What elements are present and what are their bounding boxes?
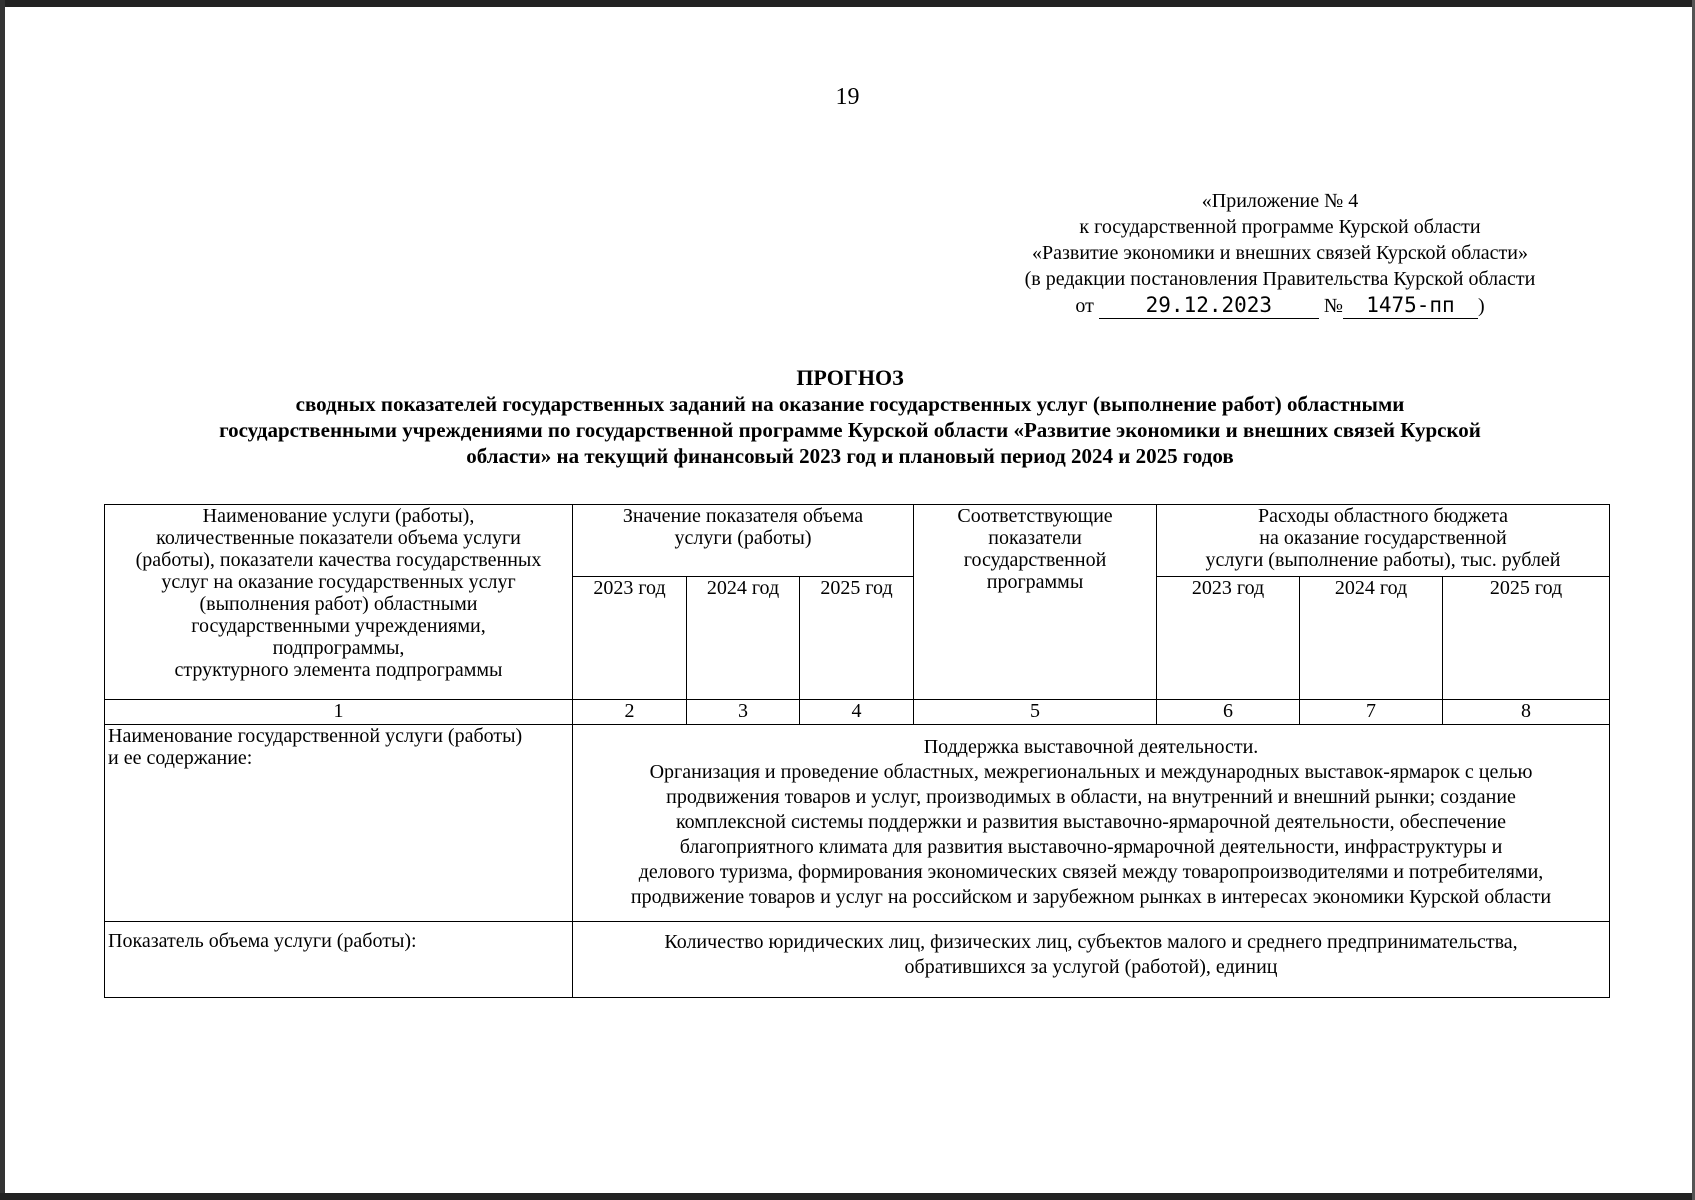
close-paren: ) <box>1477 295 1485 317</box>
title-line-3: области» на текущий финансовый 2023 год и плановый период 2024 и 2025 годов <box>466 444 1234 468</box>
scan-edge-left <box>0 0 5 1200</box>
appendix-header <box>990 188 1570 319</box>
volume-year-2025: 2025 год <box>800 577 914 700</box>
expense-year-2024: 2024 год <box>1300 577 1443 700</box>
document-title <box>100 365 1600 469</box>
column-number: 5 <box>914 700 1157 725</box>
budget-expenses-header: Расходы областного бюджета на оказание государственной услуги (выполнение работы), тыс. рублей <box>1157 505 1610 577</box>
appendix-line-1: «Приложение № 4 <box>1201 190 1359 212</box>
scan-edge-bottom <box>0 1193 1695 1200</box>
service-row <box>105 725 1610 922</box>
expense-year-2023: 2023 год <box>1157 577 1300 700</box>
scan-edge-top <box>0 0 1695 7</box>
resolution-number: 1475-пп <box>1343 292 1478 319</box>
expense-year-2025: 2025 год <box>1443 577 1610 700</box>
program-indicators-header: Соответствующие показатели государственной программы <box>914 505 1157 700</box>
column-number: 7 <box>1300 700 1443 725</box>
column-number: 6 <box>1157 700 1300 725</box>
appendix-line-3: «Развитие экономики и внешних связей Курской области» <box>1032 242 1528 264</box>
from-label: от <box>1075 295 1094 317</box>
service-label: Наименование государственной услуги (работы) и ее содержание: <box>105 725 573 922</box>
volume-year-2023: 2023 год <box>573 577 687 700</box>
column-number: 8 <box>1443 700 1610 725</box>
appendix-resolution-line <box>990 292 1570 319</box>
column-number: 2 <box>573 700 687 725</box>
volume-indicator-label: Показатель объема услуги (работы): <box>105 922 573 998</box>
column-number: 3 <box>687 700 800 725</box>
column-number-row <box>105 700 1610 725</box>
volume-value-header: Значение показателя объема услуги (работы) <box>573 505 914 577</box>
volume-indicator-row <box>105 922 1610 998</box>
title-line-2: государственными учреждениями по государственной программе Курской области «Развитие экономики и внешних связей Курской <box>219 418 1481 442</box>
col1-header: Наименование услуги (работы), количественные показатели объема услуги (работы), показатели качества государственных услуг на оказание государственных услуг (выполнения работ) областными государственными учреждениями, подпрограммы, структурного элемента подпрограммы <box>105 505 573 700</box>
volume-indicator-value: Количество юридических лиц, физических лиц, субъектов малого и среднего предпринимательства, обратившихся за услугой (работой), единиц <box>573 922 1610 998</box>
forecast-table <box>104 504 1610 998</box>
resolution-date: 29.12.2023 <box>1099 292 1319 319</box>
appendix-line-2: к государственной программе Курской области <box>1079 216 1481 238</box>
title-line-1: сводных показателей государственных заданий на оказание государственных услуг (выполнение работ) областными <box>295 392 1405 416</box>
column-number: 4 <box>800 700 914 725</box>
table-header-row-1 <box>105 505 1610 577</box>
service-description: Поддержка выставочной деятельности. Организация и проведение областных, межрегиональных и международных выставок-ярмарок с целью продвижения товаров и услуг, производимых в области, на внутренний и внешний рынки; создание комплексной системы поддержки и развития выставочно-ярмарочной деятельности, обеспечение благоприятного климата для развития выставочно-ярмарочной деятельности, инфраструктуры и делового туризма, формирования экономических связей между товаропроизводителями и потребителями, продвижение товаров и услуг на российском и зарубежном рынках в интересах экономики Курской области <box>573 725 1610 922</box>
volume-year-2024: 2024 год <box>687 577 800 700</box>
appendix-line-4: (в редакции постановления Правительства Курской области <box>1024 268 1536 290</box>
title-main: ПРОГНОЗ <box>796 365 904 390</box>
number-label: № <box>1323 295 1343 317</box>
column-number: 1 <box>105 700 573 725</box>
page-number: 19 <box>835 84 860 110</box>
